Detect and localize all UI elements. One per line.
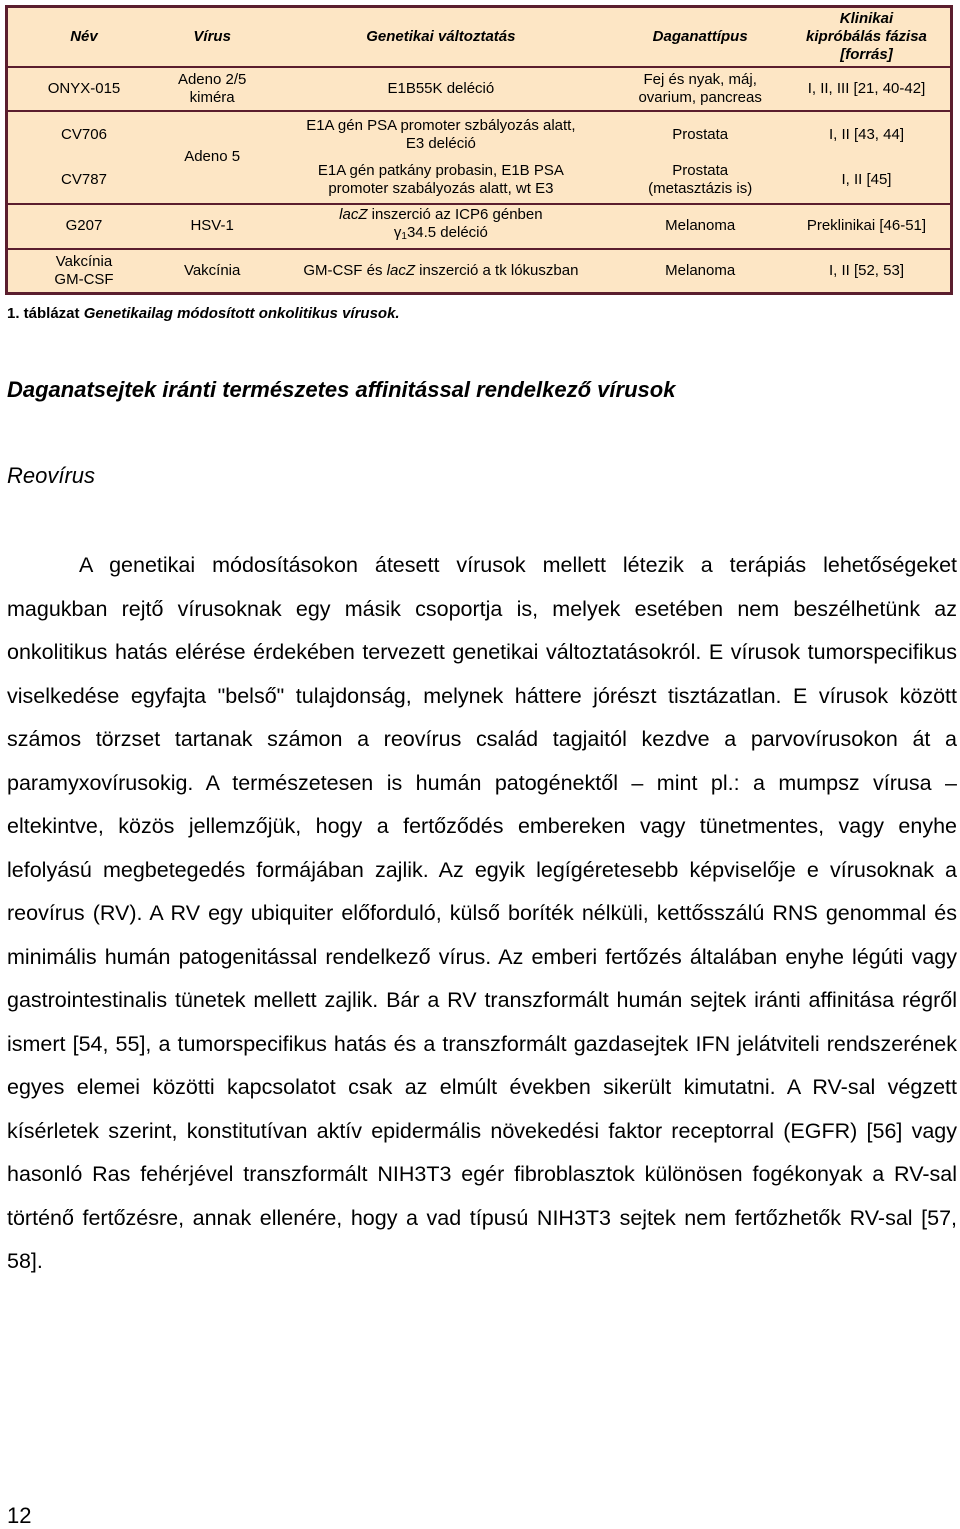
cell-change-lacz: lacZ xyxy=(339,206,368,224)
cell-phase: I, II [45] xyxy=(841,171,892,188)
cell-change xyxy=(264,157,617,203)
table-row xyxy=(7,111,952,157)
cell-change-line1: E1A gén PSA promoter szbályozás alatt, xyxy=(306,116,576,134)
header-daganattipus: Daganattípus xyxy=(652,27,748,45)
page-number: 12 xyxy=(7,1503,32,1528)
cell-virus xyxy=(160,67,264,111)
oncolytic-virus-table xyxy=(5,5,953,295)
cell-change-text2: 34.5 deléció xyxy=(406,224,488,242)
table-caption xyxy=(7,305,400,322)
header-fazis-line3: [forrás] xyxy=(840,45,893,63)
cell-virus-adeno5: Adeno 5 xyxy=(184,148,241,166)
cell-change-post: inszerció a tk lókuszban xyxy=(415,262,579,280)
body-paragraph-text: A genetikai módosításokon átesett vírusok mellett létezik a terápiás lehetőségeket magukban rejtő vírusoknak egy másik csoportja is, melyek esetében nem beszélhetünk az onkolitikus hatás elérése érdekében tervezett genetikai változtatásokról. E vírusok tumorspecifikus viselkedése egyfajta "belső" tulajdonság, melynek háttere jórészt tisztázatlan. E vírusok között számos törzset tartanak számon a reovírus család tagjaitól kezdve a parvovírusokon át a paramyxovírusokig. A természetesen is humán patogénektől – mint pl.: a mumpsz vírusa – eltekintve, közös jellemzőjük, hogy a fertőződés embereken vagy tünetmentes, vagy enyhe lefolyású megbetegedés formájában zajlik. Az egyik legígéretesebb képviselője e vírusoknak a reovírus (RV). A RV egy ubiquiter előforduló, külső boríték nélküli, kettősszálú RNS genommal és minimális humán patogenitással rendelkező vírus. Az emberi fertőzés általában enyhe légúti vagy gastrointestinalis tünetek mellett zajlik. Bár a RV transzformált humán sejtek iránti affinitása régről ismert [54, 55], a tumorspecifikus hatás és a transzformált gazdasejtek IFN jelátviteli rendszerének egyes elemei közötti kapcsolatot csak az elmúlt években sikerült kimutatni. A RV-sal végzett kísérletek szerint, konstitutívan aktív epidermális növekedési faktor receptorral (EGFR) [56] vagy hasonló Ras fehérjével transzformált NIH3T3 egér fibroblasztok különösen fogékonyak a RV-sal történő fertőzésre, annak ellenére, hogy a vad típusú NIH3T3 sejtek nem fertőzhetők RV-sal [57, 58]. xyxy=(7,553,957,1273)
cell-name: ONYX-015 xyxy=(47,79,121,97)
cell-change-pre: GM-CSF és xyxy=(303,262,387,280)
header-fazis-line1: Klinikai xyxy=(839,9,894,27)
cell-tumor-line2: ovarium, pancreas xyxy=(638,88,762,106)
section-subheading: Reovírus xyxy=(7,463,96,488)
cell-tumor-line2: (metasztázis is) xyxy=(648,180,753,197)
header-fazis-line2: kipróbálás fázisa xyxy=(806,27,927,45)
cell-phase: Preklinikai [46-51] xyxy=(806,217,927,235)
header-klinikai-fazis xyxy=(783,7,952,67)
header-virus: Vírus xyxy=(193,27,231,45)
cell-virus: Vakcínia xyxy=(183,262,241,280)
cell-tumor xyxy=(617,157,783,203)
header-nev: Név xyxy=(70,27,98,45)
section-heading: Daganatsejtek iránti természetes affinitással rendelkező vírusok xyxy=(7,377,676,402)
header-genetikai-valtoztatas: Genetikai változtatás xyxy=(366,27,516,45)
gamma-subscript: 1 xyxy=(401,231,407,243)
cell-tumor: Melanoma xyxy=(665,262,736,280)
cell-change xyxy=(264,249,617,293)
cell-change-lacz: lacZ xyxy=(386,262,415,280)
cell-change-line1: E1A gén patkány probasin, E1B PSA xyxy=(317,162,564,179)
cell-phase: I, II [43, 44] xyxy=(828,125,904,143)
table-row xyxy=(7,249,952,293)
cell-virus: HSV-1 xyxy=(190,217,234,235)
table-row xyxy=(7,204,952,249)
cell-tumor-line1: Prostata xyxy=(672,162,729,179)
cell-change xyxy=(264,111,617,157)
cell-virus-line2: kiméra xyxy=(189,88,235,106)
body-paragraph xyxy=(7,544,957,1284)
caption-label: 1. táblázat xyxy=(7,305,84,322)
cell-phase: I, II, III [21, 40-42] xyxy=(807,79,926,97)
cell-tumor xyxy=(617,67,783,111)
cell-change: E1B55K deléció xyxy=(387,79,495,97)
cell-tumor-line1: Fej és nyak, máj, xyxy=(643,70,757,88)
cell-name xyxy=(7,249,160,293)
cell-phase: I, II [52, 53] xyxy=(828,262,904,280)
table-header-row xyxy=(7,7,952,67)
cell-name-line2: GM-CSF xyxy=(54,271,114,289)
cell-change-line2: E3 deléció xyxy=(405,134,476,152)
table-row xyxy=(7,157,952,203)
table-row xyxy=(7,67,952,111)
cell-name: CV787 xyxy=(61,171,107,188)
caption-title: Genetikailag módosított onkolitikus vírusok. xyxy=(83,305,400,322)
cell-virus-line1: Adeno 2/5 xyxy=(177,70,247,88)
cell-change-text1: inszerció az ICP6 génben xyxy=(367,206,543,224)
gamma-symbol: γ xyxy=(393,224,402,242)
cell-name-line1: Vakcínia xyxy=(55,253,113,271)
cell-tumor: Melanoma xyxy=(665,217,736,235)
cell-change-line2: promoter szabályozás alatt, wt E3 xyxy=(328,180,554,197)
cell-name: CV706 xyxy=(61,125,107,143)
cell-name: G207 xyxy=(65,217,103,235)
cell-tumor: Prostata xyxy=(672,125,729,143)
cell-change xyxy=(264,204,617,249)
